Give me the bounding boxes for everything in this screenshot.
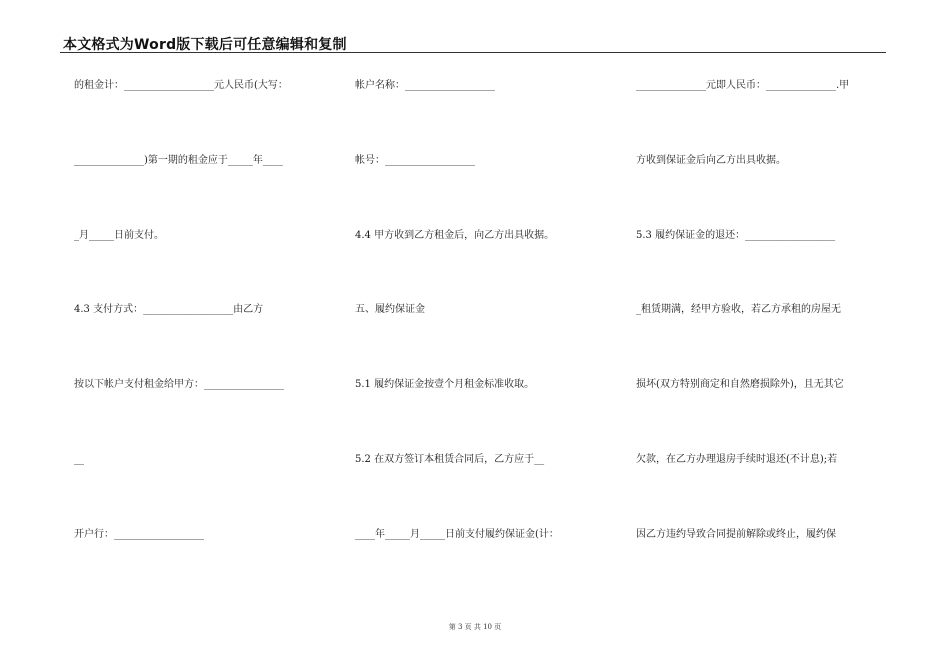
text-column-3 xyxy=(636,0,896,672)
text-column-2 xyxy=(355,0,615,672)
text-line: __ xyxy=(74,454,84,465)
text-line: 帐号：__________________ xyxy=(355,155,475,166)
text-line: 欠款，在乙方办理退房手续时退还(不计息);若 xyxy=(636,454,838,465)
text-line: ______________)第一期的租金应于_____年____ xyxy=(74,155,283,166)
text-line: 5.3 履约保证金的退还：__________________ xyxy=(636,230,836,241)
text-column-1 xyxy=(74,0,334,672)
text-line: 4.3 支付方式：__________________由乙方 xyxy=(74,304,264,315)
text-line: 方收到保证金后向乙方出具收据。 xyxy=(636,155,786,166)
text-line: 4.4 甲方收到乙方租金后，向乙方出具收据。 xyxy=(355,230,555,241)
text-line: ______________元即人民币：______________.甲 xyxy=(636,80,850,91)
text-line: ____年_____月_____日前支付履约保证金(计： xyxy=(355,529,559,540)
text-line: 开户行：__________________ xyxy=(74,529,204,540)
page-number: 第 3 页 共 10 页 xyxy=(448,623,502,631)
text-line: _月_____日前支付。 xyxy=(74,230,164,241)
text-line: 五、履约保证金 xyxy=(355,304,425,315)
text-line: 的租金计：__________________元人民币(大写： xyxy=(74,80,288,91)
text-line: 5.1 履约保证金按壹个月租金标准收取。 xyxy=(355,379,535,390)
text-line: _租赁期满，经甲方验收，若乙方承租的房屋无 xyxy=(636,304,841,315)
text-line: 5.2 在双方签订本租赁合同后，乙方应于__ xyxy=(355,454,545,465)
text-line: 因乙方违约导致合同提前解除或终止，履约保 xyxy=(636,529,836,540)
text-line: 损坏(双方特别商定和自然磨损除外)，且无其它 xyxy=(636,379,844,390)
document-header-title: 本文格式为Word版下载后可任意编辑和复制 xyxy=(63,37,347,53)
text-line: 帐户名称：__________________ xyxy=(355,80,495,91)
text-line: 按以下帐户支付租金给甲方：________________ xyxy=(74,379,284,390)
